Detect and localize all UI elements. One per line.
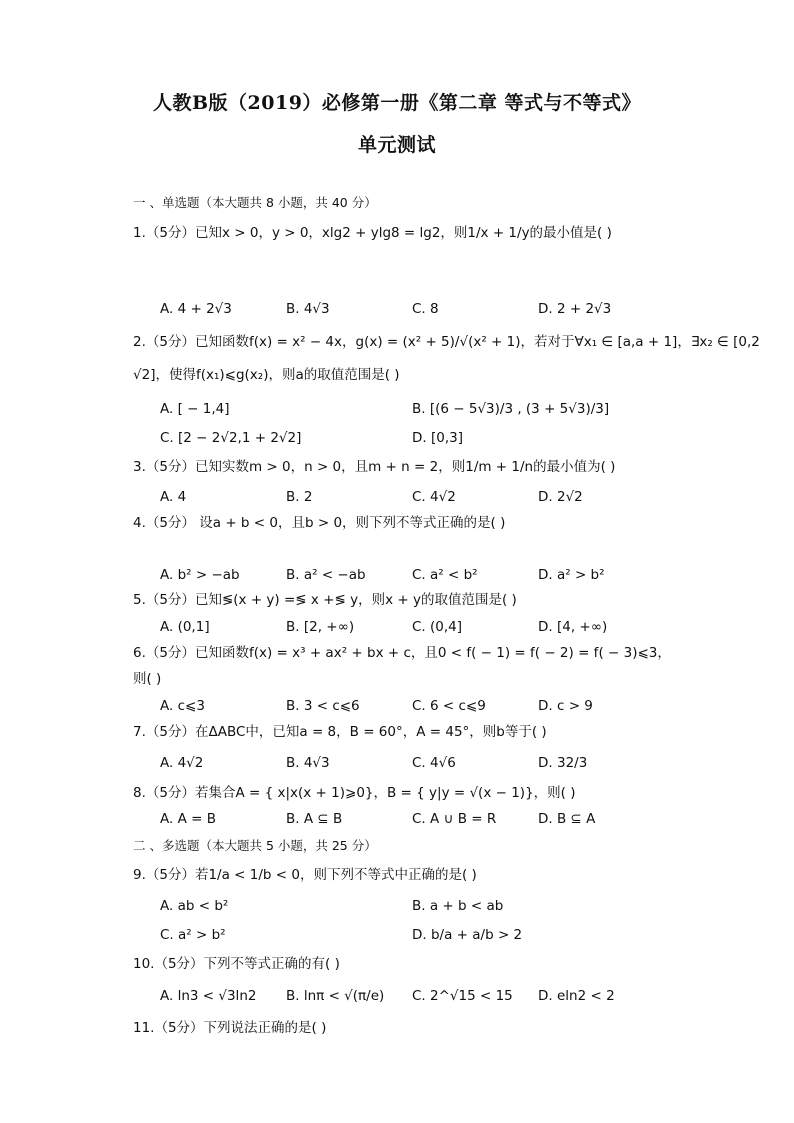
question-6-option-b: B. 3 < c⩽6 <box>286 698 360 714</box>
question-6-option-d: D. c > 9 <box>538 698 593 714</box>
question-2-stem: 2.（5分）已知函数f(x) = x² − 4x，g(x) = (x² + 5)/√(x² + 1)，若对于∀x₁ ∈ [a,a + 1]，∃x₂ ∈ [0,2 <box>133 334 760 350</box>
question-5-option-d: D. [4, +∞) <box>538 619 608 635</box>
question-2-stem-continued: √2]，使得f(x₁)⩽g(x₂)，则a的取值范围是( ) <box>133 367 400 383</box>
question-1-option-c: C. 8 <box>412 301 439 317</box>
question-9-stem: 9.（5分）若1/a < 1/b < 0，则下列不等式中正确的是( ) <box>133 867 477 883</box>
question-2-option-c: C. [2 − 2√2,1 + 2√2] <box>160 430 302 446</box>
question-1-option-a: A. 4 + 2√3 <box>160 301 232 317</box>
question-2-option-d: D. [0,3] <box>412 430 463 446</box>
question-7-option-d: D. 32/3 <box>538 755 588 771</box>
question-6-stem-continued: 则( ) <box>133 671 162 687</box>
question-4-stem: 4.（5分） 设a + b < 0，且b > 0，则下列不等式正确的是( ) <box>133 515 506 531</box>
question-10-option-b: B. lnπ < √(π/e) <box>286 988 385 1004</box>
question-10-option-c: C. 2^√15 < 15 <box>412 988 513 1004</box>
question-7-option-a: A. 4√2 <box>160 755 204 771</box>
title-line-1: 人教B版（2019）必修第一册《第二章 等式与不等式》 <box>152 92 642 114</box>
question-7-stem: 7.（5分）在ΔABC中，已知a = 8，B = 60°，A = 45°，则b等于( ) <box>133 724 547 740</box>
question-5-option-a: A. (0,1] <box>160 619 210 635</box>
question-8-option-b: B. A ⊆ B <box>286 811 343 827</box>
question-9-option-d: D. b/a + a/b > 2 <box>412 927 523 943</box>
question-6-option-a: A. c⩽3 <box>160 698 205 714</box>
title-line-2: 单元测试 <box>357 134 436 156</box>
question-3-option-d: D. 2√2 <box>538 489 583 505</box>
question-2-option-b: B. [(6 − 5√3)/3 , (3 + 5√3)/3] <box>412 401 610 417</box>
section-multiple-choice: 二 、多选题（本大题共 5 小题，共 25 分） <box>133 838 377 853</box>
question-8-option-d: D. B ⊆ A <box>538 811 596 827</box>
question-9-option-a: A. ab < b² <box>160 898 229 914</box>
question-3-option-c: C. 4√2 <box>412 489 456 505</box>
question-3-stem: 3.（5分）已知实数m > 0，n > 0，且m + n = 2，则1/m + 1/n的最小值为( ) <box>133 459 616 475</box>
question-9-option-c: C. a² > b² <box>160 927 226 943</box>
question-8-option-c: C. A ∪ B = R <box>412 811 497 827</box>
question-8-stem: 8.（5分）若集合A = { x|x(x + 1)⩾0}，B = { y|y = √(x − 1)}，则( ) <box>133 785 576 801</box>
question-10-stem: 10.（5分）下列不等式正确的有( ) <box>133 956 340 972</box>
question-5-option-c: C. (0,4] <box>412 619 463 635</box>
question-3-option-a: A. 4 <box>160 489 187 505</box>
question-10-option-a: A. ln3 < √3ln2 <box>160 988 257 1004</box>
question-7-option-b: B. 4√3 <box>286 755 330 771</box>
question-1-option-d: D. 2 + 2√3 <box>538 301 612 317</box>
question-9-option-b: B. a + b < ab <box>412 898 504 914</box>
question-7-option-c: C. 4√6 <box>412 755 456 771</box>
question-11-stem: 11.（5分）下列说法正确的是( ) <box>133 1020 327 1036</box>
question-3-option-b: B. 2 <box>286 489 313 505</box>
question-5-option-b: B. [2, +∞) <box>286 619 355 635</box>
question-4-option-d: D. a² > b² <box>538 567 605 583</box>
question-6-stem: 6.（5分）已知函数f(x) = x³ + ax² + bx + c，且0 < f( − 1) = f( − 2) = f( − 3)⩽3， <box>133 645 671 661</box>
question-4-option-c: C. a² < b² <box>412 567 478 583</box>
question-8-option-a: A. A = B <box>160 811 216 827</box>
question-4-option-b: B. a² < −ab <box>286 567 366 583</box>
question-2-option-a: A. [ − 1,4] <box>160 401 230 417</box>
question-10-option-d: D. eln2 < 2 <box>538 988 615 1004</box>
question-5-stem: 5.（5分）已知≶(x + y) =≶ x +≶ y，则x + y的取值范围是( ) <box>133 592 517 608</box>
question-1-option-b: B. 4√3 <box>286 301 330 317</box>
question-4-option-a: A. b² > −ab <box>160 567 240 583</box>
question-6-option-c: C. 6 < c⩽9 <box>412 698 486 714</box>
section-single-choice: 一 、单选题（本大题共 8 小题，共 40 分） <box>133 195 377 210</box>
question-1-stem: 1.（5分）已知x > 0，y > 0，xlg2 + ylg8 = lg2，则1/x + 1/y的最小值是( ) <box>133 225 612 241</box>
